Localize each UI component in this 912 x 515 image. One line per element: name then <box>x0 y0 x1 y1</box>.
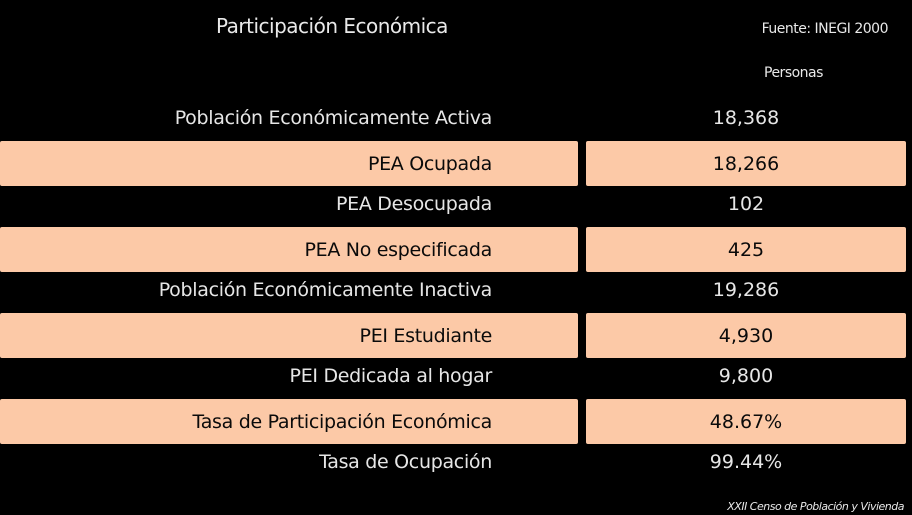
table-row <box>0 182 912 225</box>
table-row <box>0 397 912 440</box>
table-row <box>0 225 912 268</box>
table-row <box>0 268 912 311</box>
table-row <box>0 311 912 354</box>
row-label: PEA Desocupada <box>335 192 492 215</box>
row-value: 4,930 <box>586 313 906 358</box>
row-label: Tasa de Participación Económica <box>0 399 578 444</box>
row-label: PEA Ocupada <box>0 141 578 186</box>
row-label: Población Económicamente Activa <box>174 106 492 129</box>
row-value: 99.44% <box>709 450 783 473</box>
row-label: Tasa de Ocupación <box>319 450 492 473</box>
row-value: 19,286 <box>712 278 780 301</box>
table-row <box>0 96 912 139</box>
row-label: Población Económicamente Inactiva <box>158 278 492 301</box>
census-footnote: XXII Censo de Población y Vivienda <box>727 500 904 513</box>
row-value: 425 <box>586 227 906 272</box>
row-value: 9,800 <box>718 364 774 387</box>
row-value: 102 <box>727 192 765 215</box>
column-header-personas: Personas <box>764 65 823 81</box>
row-label: PEI Estudiante <box>0 313 578 358</box>
row-value: 18,266 <box>586 141 906 186</box>
data-table <box>0 96 912 483</box>
page-title: Participación Económica <box>216 14 448 38</box>
row-value: 48.67% <box>586 399 906 444</box>
table-row <box>0 354 912 397</box>
row-label: PEA No especificada <box>0 227 578 272</box>
source-note: Fuente: INEGI 2000 <box>761 21 888 37</box>
table-row <box>0 139 912 182</box>
row-label: PEI Dedicada al hogar <box>289 364 492 387</box>
row-value: 18,368 <box>712 106 780 129</box>
table-row <box>0 440 912 483</box>
